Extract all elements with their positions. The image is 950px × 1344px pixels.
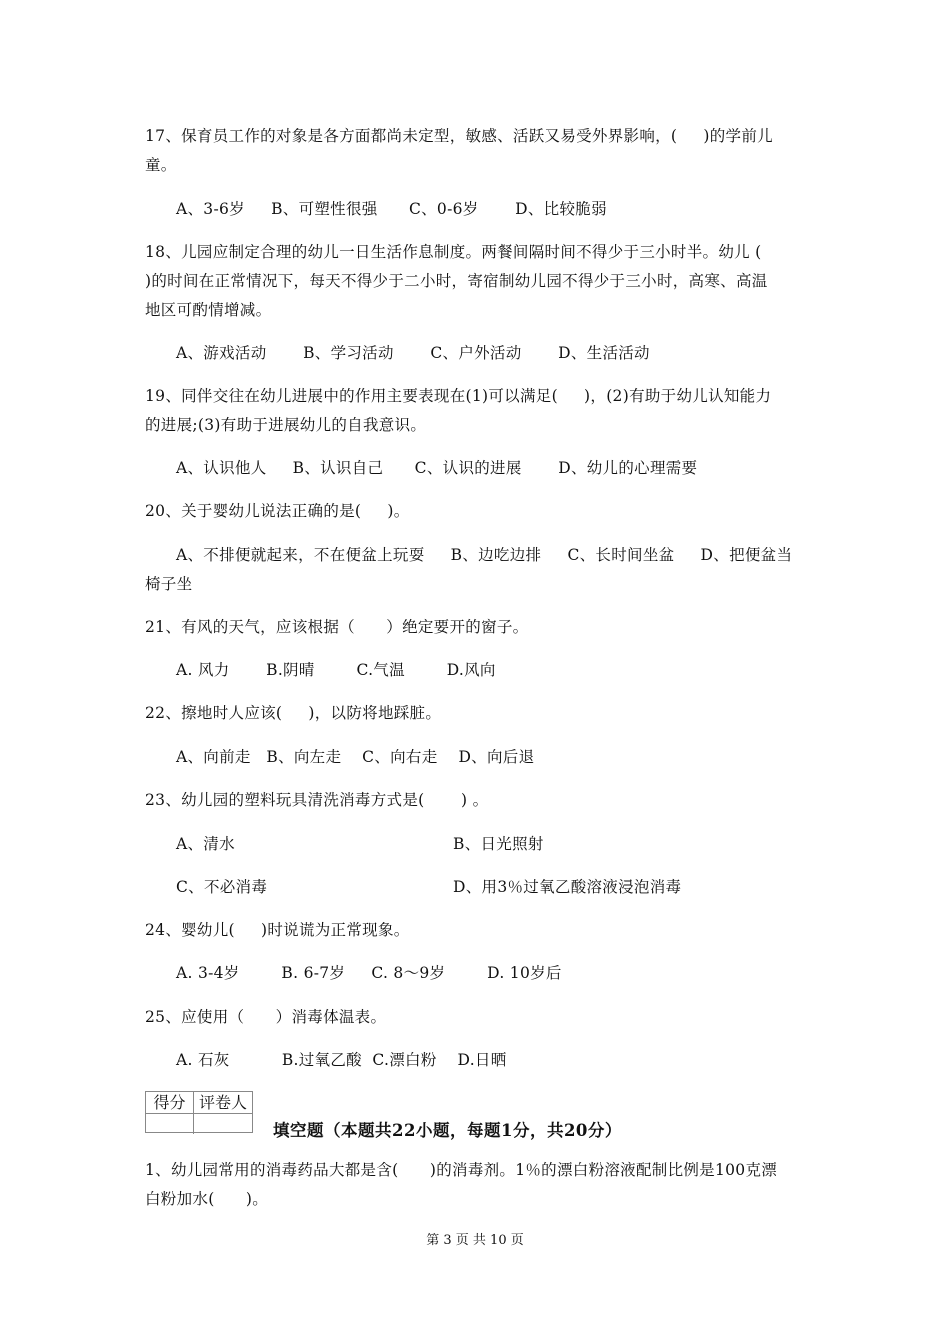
question-18-text: 18、儿园应制定合理的幼儿一日生活作息制度。两餐间隔时间不得少于三小时半。幼儿 ( xyxy=(145,243,762,261)
question-23-option-d: D、用3％过氧乙酸溶液浸泡消毒 xyxy=(453,878,682,896)
question-20-options-cont: 椅子坐 xyxy=(145,575,193,593)
grader-entry-cell xyxy=(194,1113,252,1134)
question-23-option-c: C、不必消毒 xyxy=(176,878,268,896)
question-23-text: 23、幼儿园的塑料玩具清洗消毒方式是( ) 。 xyxy=(145,791,489,809)
score-table xyxy=(145,1091,253,1133)
question-20-text: 20、关于婴幼儿说法正确的是( )。 xyxy=(145,502,410,520)
score-entry-cell xyxy=(146,1113,194,1134)
question-23-option-b: B、日光照射 xyxy=(453,835,544,853)
question-17-options: A、3-6岁 B、可塑性很强 C、0-6岁 D、比较脆弱 xyxy=(176,200,607,218)
page-number: 第 3 页 共 10 页 xyxy=(426,1233,524,1248)
question-18-text-cont: )的时间在正常情况下，每天不得少于二小时，寄宿制幼儿园不得少于三小时，高寒、高温 xyxy=(145,272,768,290)
fill-blank-question-1: 1、幼儿园常用的消毒药品大都是含( )的消毒剂。1％的漂白粉溶液配制比例是100克漂 xyxy=(145,1161,778,1179)
question-19-options: A、认识他人 B、认识自己 C、认识的进展 D、幼儿的心理需要 xyxy=(176,459,698,477)
score-table-entry-row xyxy=(146,1113,252,1134)
question-21-text: 21、有风的天气，应该根据（ ）绝定要开的窗子。 xyxy=(145,618,529,636)
question-23-option-a: A、清水 xyxy=(176,835,235,853)
question-25-text: 25、应使用（ ）消毒体温表。 xyxy=(145,1008,387,1026)
question-17-text-cont: 童。 xyxy=(145,156,177,174)
question-18-text-cont2: 地区可酌情增减。 xyxy=(145,301,272,319)
question-24-text: 24、婴幼儿( )时说谎为正常现象。 xyxy=(145,921,410,939)
grader-label: 评卷人 xyxy=(198,1093,247,1112)
question-21-options: A. 风力 B.阴晴 C.气温 D.风向 xyxy=(176,661,496,679)
question-22-text: 22、擦地时人应该( )，以防将地踩脏。 xyxy=(145,704,442,722)
section-title: 填空题（本题共22小题，每题1分，共20分） xyxy=(273,1121,622,1140)
question-22-options: A、向前走 B、向左走 C、向右走 D、向后退 xyxy=(176,748,535,766)
question-17-text: 17、保育员工作的对象是各方面都尚未定型，敏感、活跃又易受外界影响，( )的学前儿 xyxy=(145,127,773,145)
question-25-options: A. 石灰 B.过氧乙酸 C.漂白粉 D.日晒 xyxy=(176,1051,507,1069)
question-18-options: A、游戏活动 B、学习活动 C、户外活动 D、生活活动 xyxy=(176,344,650,362)
score-label: 得分 xyxy=(146,1092,194,1113)
score-table-header xyxy=(146,1092,252,1114)
question-20-options: A、不排便就起来，不在便盆上玩耍 B、边吃边排 C、长时间坐盆 D、把便盆当 xyxy=(176,546,793,564)
question-19-text: 19、同伴交往在幼儿进展中的作用主要表现在(1)可以满足( )，(2)有助于幼儿认知能力 xyxy=(145,387,772,405)
fill-blank-question-1-cont: 白粉加水( )。 xyxy=(145,1190,269,1208)
question-24-options: A. 3-4岁 B. 6-7岁 C. 8～9岁 D. 10岁后 xyxy=(176,964,562,982)
question-19-text-cont: 的进展;(3)有助于进展幼儿的自我意识。 xyxy=(145,416,427,434)
